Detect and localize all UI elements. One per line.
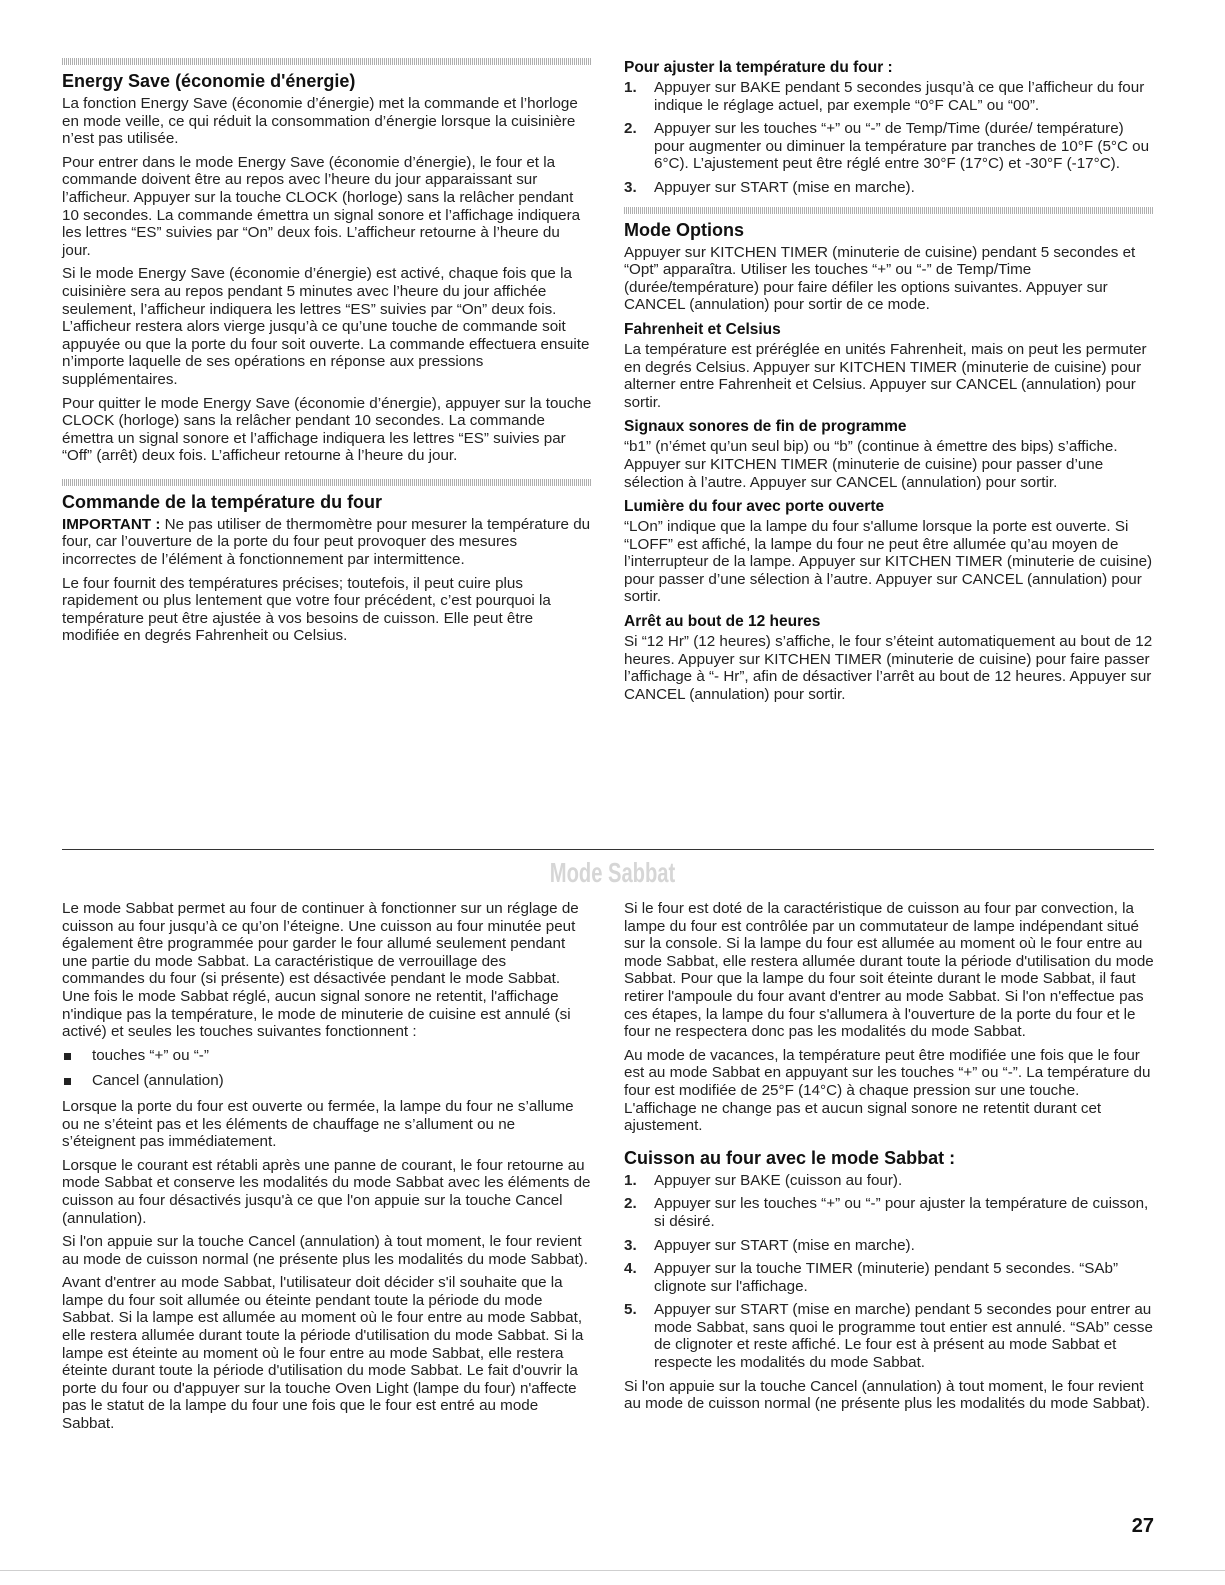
step-number: 2. (624, 1195, 637, 1213)
section-divider (62, 479, 592, 486)
temp-control-heading: Commande de la température du four (62, 491, 383, 512)
section-rule (62, 849, 1154, 850)
step-item (624, 1195, 1154, 1230)
signals-heading: Signaux sonores de fin de programme (624, 418, 907, 436)
paragraph: Si le four est doté de la caractéristique de cuisson au four par convection, la lampe du four est contrôlée par un commutateur de lampe indépendant situé sur la console. Si la lampe du four est allumée au moment où le four entre au mode Sabbat, elle restera allumée durant toute la période d'utilisation du mode Sabbat. Pour que la lampe du four soit éteinte durant le mode Sabbat, il faut retirer l'ampoule du four avant d'entrer au mode Sabbat. Si l'on n'effectue pas ces étapes, la lampe du four s'allumera à l'ouverture de la porte du four et le four ne respectera donc pas les modalités du mode Sabbat. (624, 900, 1154, 1041)
paragraph: La fonction Energy Save (économie d’énergie) met la commande et l’horloge en mode veille, ce qui réduit la consommation d’énergie lorsque la cuisinière n’est pas utilisée. (62, 95, 578, 148)
step-item (624, 1172, 1154, 1190)
list-item (62, 1072, 592, 1090)
sabbath-section-title: Mode Sabbat (549, 857, 676, 888)
step-text: Appuyer sur START (mise en marche). (654, 178, 915, 196)
section-divider (62, 58, 592, 65)
bullet-icon (64, 1053, 71, 1060)
step-text: Appuyer sur START (mise en marche) pendant 5 secondes pour entrer au mode Sabbat, sans quoi le programme tout entier est annulé. “SAb” cesse de clignoter et reste affiché. Le four est à présent au mode Sabbat et respecte les modalités du mode Sabbat. (654, 1301, 1153, 1372)
column-bottom-left (62, 900, 592, 1439)
step-number: 3. (624, 178, 637, 196)
step-text: Appuyer sur BAKE (cuisson au four). (654, 1171, 903, 1189)
step-item (624, 1301, 1154, 1371)
paragraph: Au mode de vacances, la température peut être modifiée une fois que le four est au mode Sabbat en appuyant sur les touches “+” ou “-”. La température du four est modifiée de 25°F (14°C) à chaque pression sur une touche. L'affichage ne change pas et aucun signal sonore ne retentit durant cet ajustement. (624, 1046, 1151, 1135)
column-top-right (624, 58, 1154, 709)
paragraph: Le mode Sabbat permet au four de continuer à fonctionner sur un réglage de cuisson au four jusqu’à ce qu’on l’éteigne. Une cuisson au four minutée peut également être programmée pour garder le four allumé seulement pendant une partie du mode Sabbat. La caractéristique de verrouillage des commandes du four (si présente) est désactivée pendant le mode Sabbat. Une fois le mode Sabbat réglé, aucun signal sonore ne retentit, l'affichage n'indique pas la température, le mode de minuterie de cuisine est annulé (si activé) et seules les touches suivantes fonctionnent : (62, 900, 579, 1041)
step-text: Appuyer sur les touches “+” ou “-” pour ajuster la température de cuisson, si désiré. (654, 1195, 1149, 1230)
paragraph: Si le mode Energy Save (économie d’énergie) est activé, chaque fois que la cuisinière sera au repos pendant 5 minutes avec l’heure du jour affichée seulement, l’afficheur indiquera les lettres “ES” suivies par “On” deux fois. L’afficheur restera alors vierge jusqu’à ce qu’une touche de commande soit appuyée ou que la porte du four soit ouverte. La commande effectuera ensuite n’importe laquelle de ses opérations en réponse aux pressions supplémentaires. (62, 265, 590, 388)
step-text: Appuyer sur les touches “+” ou “-” de Temp/Time (durée/ température) pour augmenter ou diminuer la température par tranches de 10°F (5°C ou 6°C). L’ajustement peut être réglé entre 30°F (17°C) et -30°F (-17°C). (654, 120, 1150, 173)
step-number: 1. (624, 79, 637, 96)
section-divider (624, 207, 1154, 214)
fahrenheit-heading: Fahrenheit et Celsius (624, 320, 781, 338)
adjust-temp-heading: Pour ajuster la température du four : (624, 59, 893, 76)
step-number: 4. (624, 1260, 637, 1278)
light-heading: Lumière du four avec porte ouverte (624, 498, 885, 516)
paragraph: Pour entrer dans le mode Energy Save (économie d’énergie), le four et la commande doivent être au repos avec l’heure du jour apparaissant sur l’afficheur. Appuyer sur la touche CLOCK (horloge) sans la relâcher pendant 10 secondes. La commande émettra un signal sonore et l’affichage indiquera les lettres “ES” suivies par “On” deux fois. L’afficheur retourne à l’heure du jour. (62, 153, 581, 259)
sabbath-bake-steps (624, 1172, 1154, 1372)
step-number: 1. (624, 1171, 637, 1189)
page-edge-line (0, 1570, 1225, 1571)
list-item-text: Cancel (annulation) (92, 1072, 224, 1090)
paragraph: Appuyer sur KITCHEN TIMER (minuterie de cuisine) pendant 5 secondes et “Opt” apparaîtra. Utiliser les touches “+” ou “-” de Temp/Time (durée/température) pour faire défiler les options suivantes. Appuyer sur CANCEL (annulation) pour sortir de ce mode. (624, 243, 1136, 314)
list-item-text: touches “+” ou “-” (92, 1046, 209, 1064)
column-top-left (62, 58, 592, 651)
important-label: IMPORTANT : (62, 515, 161, 533)
step-item (624, 1260, 1154, 1295)
shutoff-heading: Arrêt au bout de 12 heures (624, 613, 821, 631)
adjust-temp-steps (624, 79, 1154, 197)
sabbath-bake-heading: Cuisson au four avec le mode Sabbat : (624, 1147, 956, 1168)
bullet-icon (64, 1078, 71, 1085)
step-item (624, 120, 1154, 173)
step-item (624, 79, 1154, 114)
step-number: 2. (624, 120, 637, 138)
step-text: Appuyer sur BAKE pendant 5 secondes jusqu’à ce que l’afficheur du four indique le réglage actuel, par exemple “0°F CAL” ou “00”. (654, 79, 1145, 114)
paragraph: “LOn” indique que la lampe du four s'allume lorsque la porte est ouverte. Si “LOFF” est affiché, la lampe du four ne peut être allumée qu’au moyen de l’interrupteur de la lampe. Appuyer sur KITCHEN TIMER (minuterie de cuisine) pour passer d’une sélection à l’autre. Appuyer sur CANCEL (annulation) pour sortir. (624, 518, 1153, 606)
paragraph: La température est préréglée en unités Fahrenheit, mais on peut les permuter en degrés Celsius. Appuyer sur KITCHEN TIMER (minuterie de cuisine) pour alterner entre Fahrenheit et Celsius. Appuyer sur CANCEL (annulation) pour sortir. (624, 340, 1147, 411)
step-item (624, 179, 1154, 197)
step-number: 5. (624, 1301, 637, 1319)
energy-save-heading: Energy Save (économie d'énergie) (62, 71, 356, 91)
mode-options-heading: Mode Options (624, 219, 744, 240)
paragraph: Le four fournit des températures précises; toutefois, il peut cuire plus rapidement ou plus lentement que votre four précédent, c’est pourquoi la température peut être ajustée à vos besoins de cuisson. Elle peut être modifiée en degrés Fahrenheit ou Celsius. (62, 574, 551, 645)
paragraph: “b1” (n’émet qu’un seul bip) ou “b” (continue à émettre des bips) s’affiche. Appuyer sur KITCHEN TIMER (minuterie de cuisine) pour passer d’une sélection à l’autre. Appuyer sur CANCEL (annulation) pour sortir. (624, 438, 1118, 491)
important-paragraph (62, 516, 592, 569)
page-number: 27 (1131, 1515, 1154, 1537)
paragraph: Si l'on appuie sur la touche Cancel (annulation) à tout moment, le four revient au mode de cuisson normal (ne présente plus les modalités du mode Sabbat). (624, 1377, 1150, 1413)
important-text: Ne pas utiliser de thermomètre pour mesurer la température du four, car l’ouverture de la porte du four peut provoquer des mesures incorrectes de l’élément à fonctionnement par intermittence. (62, 515, 591, 569)
paragraph: Lorsque la porte du four est ouverte ou fermée, la lampe du four ne s’allume ou ne s’éteint pas et les éléments de chauffage ne s’allument ou ne s’éteignent pas immédiatement. (62, 1097, 574, 1151)
column-bottom-right (624, 900, 1154, 1419)
list-item (62, 1047, 592, 1065)
paragraph: Avant d'entrer au mode Sabbat, l'utilisateur doit décider s'il souhaite que la lampe du four soit allumée ou éteinte pendant toute la période du mode Sabbat. Si la lampe est allumée au moment où le four entre au mode Sabbat, elle restera allumée durant toute la période d'utilisation du mode Sabbat. Si la lampe est éteinte au moment où le four entre au mode Sabbat, elle restera éteinte durant toute la période d'utilisation du mode Sabbat. Le fait d'ouvrir la porte du four ou d'appuyer sur la touche Oven Light (lampe du four) n'affecte pas le statut de la lampe du four une fois que le four est entré au mode Sabbat. (62, 1274, 584, 1433)
paragraph: Pour quitter le mode Energy Save (économie d’énergie), appuyer sur la touche CLOCK (horloge) sans la relâcher pendant 10 secondes. La commande émettra un signal sonore et l’affichage indiquera les lettres “ES” suivies par “Off” (arrêt) deux fois. L’afficheur retourne à l’heure du jour. (62, 394, 592, 465)
step-text: Appuyer sur START (mise en marche). (654, 1236, 915, 1254)
paragraph: Si l'on appuie sur la touche Cancel (annulation) à tout moment, le four revient au mode de cuisson normal (ne présente plus les modalités du mode Sabbat). (62, 1233, 588, 1268)
paragraph: Si “12 Hr” (12 heures) s’affiche, le four s’éteint automatiquement au bout de 12 heures. Appuyer sur KITCHEN TIMER (minuterie de cuisine) pour faire passer l’affichage à “- Hr”, afin de désactiver l’arrêt au bout de 12 heures. Appuyer sur CANCEL (annulation) pour sortir. (624, 633, 1153, 703)
step-number: 3. (624, 1236, 637, 1254)
step-item (624, 1237, 1154, 1255)
step-text: Appuyer sur la touche TIMER (minuterie) pendant 5 secondes. “SAb” clignote sur l'affichage. (654, 1260, 1119, 1295)
active-keys-list (62, 1047, 592, 1090)
paragraph: Lorsque le courant est rétabli après une panne de courant, le four retourne au mode Sabbat et conserve les modalités du mode Sabbat avec les éléments de cuisson au four désactivés jusqu'à ce que l'on appuie sur la touche Cancel (annulation). (62, 1156, 591, 1227)
